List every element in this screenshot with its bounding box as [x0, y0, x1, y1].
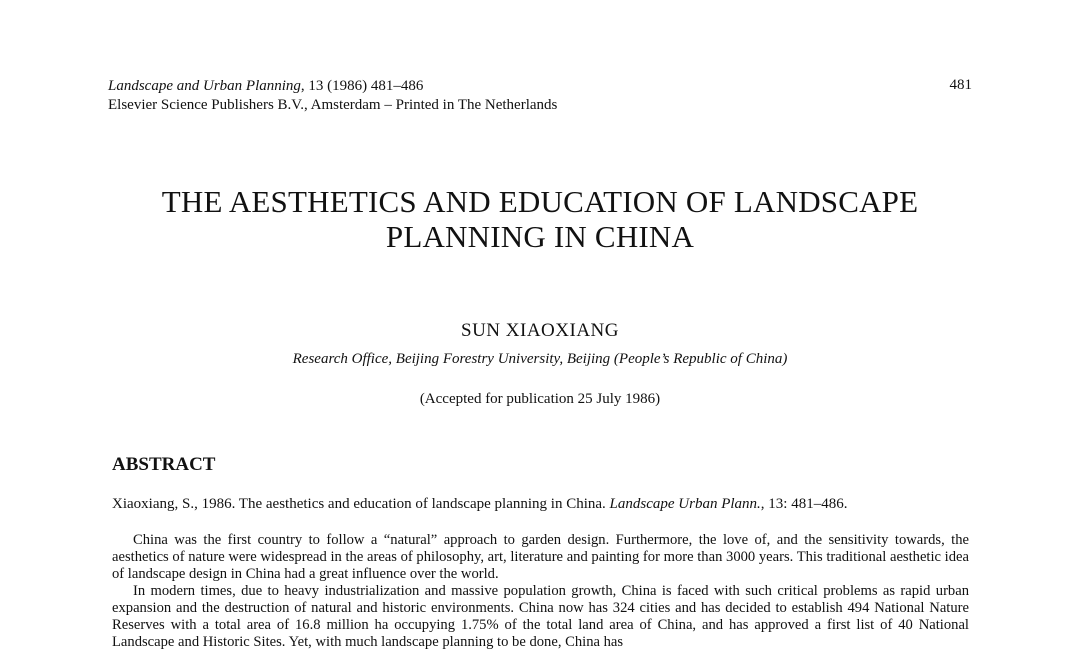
- journal-name: Landscape and Urban Planning: [108, 78, 301, 94]
- accepted-date: (Accepted for publication 25 July 1986): [419, 391, 661, 407]
- citation-volume: , 13: 481–486.: [760, 496, 848, 512]
- abstract-body: [112, 532, 969, 651]
- author-name: SUN XIAOXIANG: [461, 320, 619, 341]
- citation-text: Xiaoxiang, S., 1986. The aesthetics and education of landscape planning in China.: [112, 496, 610, 512]
- journal-citation-line: [108, 77, 423, 95]
- journal-volume-pages: , 13 (1986) 481–486: [300, 78, 424, 94]
- page-number: 481: [949, 77, 972, 93]
- author-affiliation: Research Office, Beijing Forestry University, Beijing (People’s Republic of China): [292, 351, 788, 367]
- title-line-2: PLANNING IN CHINA: [385, 219, 695, 254]
- abstract-citation: [112, 496, 847, 513]
- abstract-heading: ABSTRACT: [112, 454, 216, 475]
- abstract-paragraph-2: In modern times, due to heavy industrialization and massive population growth, China is faced with such critical problems as rapid urban expansion and the destruction of natural and historic environments. China now has 324 cities and has decided to establish 494 National Nature Reserves with a total area of 16.8 million ha occupying 1.75% of the total land area of China, and has approved a first list of 40 National Landscape and Historic Sites. Yet, with much landscape planning to be done, China has: [112, 583, 969, 650]
- title-line-1: THE AESTHETICS AND EDUCATION OF LANDSCAPE: [161, 184, 919, 219]
- article-title: [100, 184, 980, 254]
- abstract-paragraph-1: China was the first country to follow a “natural” approach to garden design. Furthermore, the love of, and the sensitivity towards, the aesthetics of nature were widespread in the areas of philosophy, art, literature and painting for more than 3000 years. This traditional aesthetic idea of landscape design in China had a great influence over the world.: [112, 532, 969, 582]
- citation-journal: Landscape Urban Plann.: [609, 496, 761, 512]
- publisher-line: Elsevier Science Publishers B.V., Amsterdam – Printed in The Netherlands: [108, 97, 558, 113]
